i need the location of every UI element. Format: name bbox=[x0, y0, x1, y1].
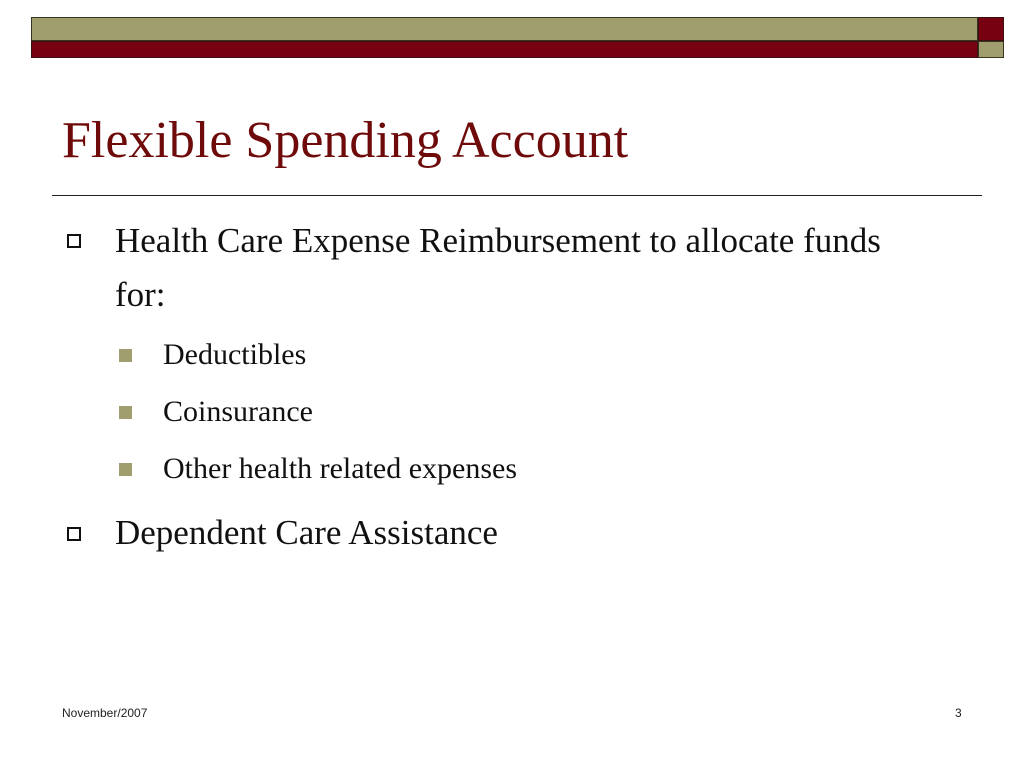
sub-bullet-item: Other health related expenses bbox=[163, 452, 518, 485]
sub-bullet-item: Deductibles bbox=[163, 338, 307, 371]
footer-page-number: 3 bbox=[955, 706, 962, 720]
bullet-item: Health Care Expense Reimbursement to allocate funds for: bbox=[115, 221, 881, 314]
hollow-square-bullet-icon bbox=[67, 527, 81, 541]
bullet-item: Dependent Care Assistance bbox=[115, 513, 498, 552]
filled-square-bullet-icon bbox=[119, 406, 132, 419]
filled-square-bullet-icon bbox=[119, 349, 132, 362]
hollow-square-bullet-icon bbox=[67, 234, 81, 248]
slide-title: Flexible Spending Account bbox=[62, 112, 629, 169]
sub-bullet-item: Coinsurance bbox=[163, 395, 313, 428]
footer-date: November/2007 bbox=[62, 706, 148, 720]
filled-square-bullet-icon bbox=[119, 463, 132, 476]
